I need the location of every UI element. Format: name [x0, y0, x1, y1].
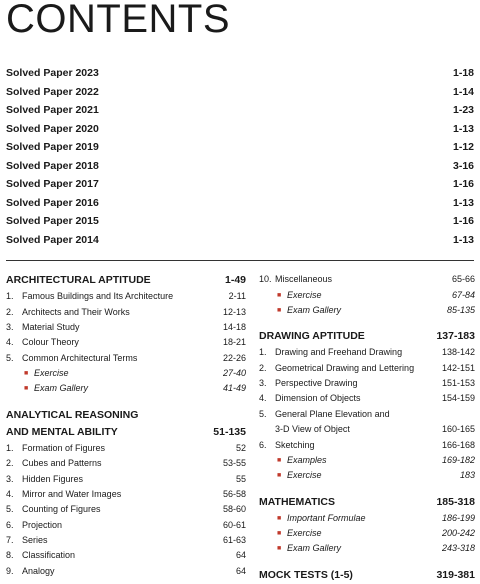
sub-item-title: Exercise [287, 289, 322, 300]
section-divider [6, 260, 474, 261]
chapter-number: 2. [6, 458, 14, 469]
section-title: ANALYTICAL REASONING [6, 408, 139, 421]
sub-item-row[interactable] [259, 468, 475, 483]
sub-item-row[interactable] [259, 511, 475, 526]
paper-label: Solved Paper 2023 [6, 67, 99, 80]
sub-item-title: Examples [287, 454, 327, 465]
chapter-title: Mirror and Water Images [22, 488, 122, 499]
square-bullet-icon: ■ [277, 291, 282, 299]
sub-item-pages: 183 [459, 470, 475, 481]
square-bullet-icon: ■ [24, 370, 29, 378]
paper-label: Solved Paper 2017 [6, 178, 99, 191]
sub-item-pages: 200-242 [441, 528, 475, 539]
chapter-pages: 58-60 [222, 504, 246, 515]
sub-item-row[interactable] [259, 287, 475, 302]
chapter-pages: 53-55 [222, 458, 246, 469]
square-bullet-icon: ■ [277, 472, 282, 480]
chapter-number: 2. [259, 362, 267, 373]
section-pages: 137-183 [436, 330, 475, 343]
chapter-row[interactable] [6, 304, 246, 319]
chapter-row[interactable] [6, 487, 246, 502]
section-title: MOCK TESTS (1-5) [259, 568, 353, 581]
chapter-title: General Plane Elevation and [275, 408, 390, 419]
page-title: CONTENTS [6, 0, 230, 41]
chapter-title: Architects and Their Works [22, 306, 130, 317]
chapter-number: 1. [6, 442, 14, 453]
chapter-pages: 56-58 [222, 488, 246, 499]
paper-pages: 3-16 [452, 159, 474, 172]
chapter-pages: 2-11 [228, 291, 246, 302]
chapter-title: Colour Theory [22, 337, 79, 348]
chapter-pages: 52 [235, 442, 246, 453]
paper-row[interactable] [6, 120, 474, 139]
paper-row[interactable] [6, 138, 474, 157]
chapter-pages: 65-66 [451, 274, 475, 285]
chapter-title: Cubes and Patterns [22, 458, 102, 469]
chapter-row[interactable] [6, 548, 246, 563]
paper-row[interactable] [6, 175, 474, 194]
sub-item-row[interactable] [259, 526, 475, 541]
sub-item-pages: 41-49 [222, 383, 246, 394]
chapter-title: Hidden Figures [22, 473, 84, 484]
section-title: AND MENTAL ABILITY [6, 425, 118, 438]
chapter-row[interactable] [6, 564, 246, 579]
chapter-number: 5. [259, 408, 267, 419]
chapter-row[interactable] [6, 471, 246, 486]
sub-item-pages: 85-135 [446, 304, 475, 315]
sub-item-pages: 169-182 [441, 454, 475, 465]
chapter-number: 8. [6, 550, 14, 561]
chapter-number: 5. [6, 504, 14, 515]
chapter-pages: 64 [235, 565, 246, 576]
chapter-title: Dimension of Objects [275, 393, 361, 404]
sub-item-row[interactable] [259, 541, 475, 556]
chapter-pages: 55 [235, 473, 246, 484]
square-bullet-icon: ■ [24, 385, 29, 393]
chapter-pages: 18-21 [222, 337, 246, 348]
sub-item-row[interactable] [6, 381, 246, 396]
chapter-number: 6. [259, 439, 267, 450]
section-pages: 1-49 [224, 274, 246, 286]
chapter-row[interactable] [6, 320, 246, 335]
sub-item-title: Important Formulae [287, 512, 366, 523]
chapter-title-continued: 3-D View of Object [275, 424, 350, 435]
chapter-title: Counting of Figures [22, 504, 101, 515]
paper-pages: 1-13 [452, 233, 474, 246]
paper-pages: 1-13 [452, 122, 474, 135]
chapter-pages: 166-168 [441, 439, 475, 450]
section-pages: 51-135 [213, 425, 246, 438]
sub-item-title: Exercise [287, 470, 322, 481]
chapter-title: Material Study [22, 321, 80, 332]
chapter-row[interactable] [259, 391, 475, 406]
chapter-pages: 64 [235, 550, 246, 561]
section-title: DRAWING APTITUDE [259, 330, 365, 343]
chapter-pages: 154-159 [441, 393, 475, 404]
chapter-row[interactable] [259, 345, 475, 360]
section-title: MATHEMATICS [259, 495, 336, 508]
square-bullet-icon: ■ [277, 530, 282, 538]
contents-right-column [259, 272, 475, 584]
chapter-number: 3. [259, 378, 267, 389]
chapter-title: Classification [22, 550, 76, 561]
chapter-title: Formation of Figures [22, 442, 106, 453]
chapter-number: 1. [259, 347, 267, 358]
chapter-number: 9. [6, 565, 14, 576]
chapter-title: Common Architectural Terms [22, 352, 138, 363]
chapter-number: 5. [6, 352, 14, 363]
chapter-number: 7. [6, 535, 14, 546]
paper-label: Solved Paper 2018 [6, 159, 99, 172]
chapter-pages: 60-61 [222, 519, 246, 530]
paper-label: Solved Paper 2015 [6, 215, 99, 228]
chapter-pages: 12-13 [222, 306, 246, 317]
chapter-pages: 14-18 [222, 321, 246, 332]
paper-pages: 1-13 [452, 196, 474, 209]
sub-item-pages: 243-318 [441, 543, 475, 554]
paper-row[interactable] [6, 157, 474, 176]
section-pages: 319-381 [436, 568, 475, 581]
chapter-number: 6. [6, 519, 14, 530]
contents-left-column [6, 272, 246, 579]
section-heading-analytical-line1[interactable] [6, 407, 246, 424]
section-title: ARCHITECTURAL APTITUDE [6, 274, 151, 286]
chapter-row[interactable] [6, 335, 246, 350]
section-heading-architectural-aptitude[interactable] [6, 272, 246, 289]
paper-row[interactable] [6, 83, 474, 102]
section-pages: 185-318 [436, 495, 475, 508]
section-heading-mathematics[interactable] [259, 494, 475, 511]
sub-item-title: Exam Gallery [287, 304, 342, 315]
chapter-pages: 142-151 [441, 362, 475, 373]
chapter-number: 4. [6, 488, 14, 499]
paper-row[interactable] [6, 231, 474, 250]
chapter-pages: 151-153 [441, 378, 475, 389]
chapter-row[interactable] [6, 441, 246, 456]
paper-row[interactable] [6, 194, 474, 213]
paper-pages: 1-16 [452, 178, 474, 191]
square-bullet-icon: ■ [277, 545, 282, 553]
sub-item-pages: 27-40 [222, 368, 246, 379]
paper-label: Solved Paper 2022 [6, 85, 99, 98]
chapter-row[interactable] [6, 518, 246, 533]
chapter-row[interactable] [6, 289, 246, 304]
paper-label: Solved Paper 2016 [6, 196, 99, 209]
paper-pages: 1-16 [452, 215, 474, 228]
section-heading-analytical-line2[interactable] [6, 424, 246, 441]
sub-item-title: Exam Gallery [287, 543, 342, 554]
sub-item-row[interactable] [259, 453, 475, 468]
chapter-title: Miscellaneous [275, 274, 333, 285]
chapter-number: 3. [6, 473, 14, 484]
paper-row[interactable] [6, 64, 474, 83]
sub-item-pages: 67-84 [451, 289, 475, 300]
chapter-pages: 61-63 [222, 535, 246, 546]
section-heading-drawing-aptitude[interactable] [259, 328, 475, 345]
chapter-row[interactable] [259, 272, 475, 287]
chapter-title: Series [22, 535, 48, 546]
chapter-pages: 160-165 [441, 424, 475, 435]
sub-item-title: Exam Gallery [34, 383, 89, 394]
chapter-row[interactable] [259, 376, 475, 391]
chapter-number: 4. [6, 337, 14, 348]
chapter-row[interactable] [6, 533, 246, 548]
paper-row[interactable] [6, 101, 474, 120]
square-bullet-icon: ■ [277, 514, 282, 522]
sub-item-row[interactable] [6, 366, 246, 381]
chapter-title: Analogy [22, 565, 55, 576]
chapter-row[interactable] [259, 437, 475, 452]
chapter-title: Geometrical Drawing and Lettering [275, 362, 415, 373]
chapter-title: Projection [22, 519, 63, 530]
square-bullet-icon: ■ [277, 456, 282, 464]
chapter-row-continued[interactable] [259, 422, 475, 437]
section-heading-mock-tests[interactable] [259, 567, 475, 584]
paper-label: Solved Paper 2019 [6, 141, 99, 154]
chapter-title: Sketching [275, 439, 315, 450]
chapter-number: 1. [6, 291, 14, 302]
chapter-row[interactable] [259, 361, 475, 376]
chapter-row[interactable] [6, 351, 246, 366]
paper-row[interactable] [6, 212, 474, 231]
chapter-number: 10. [259, 274, 272, 285]
chapter-title: Perspective Drawing [275, 378, 358, 389]
chapter-number: 4. [259, 393, 267, 404]
chapter-number: 3. [6, 321, 14, 332]
chapter-row[interactable] [259, 407, 475, 422]
paper-pages: 1-12 [452, 141, 474, 154]
square-bullet-icon: ■ [277, 306, 282, 314]
paper-label: Solved Paper 2014 [6, 233, 99, 246]
sub-item-pages: 186-199 [441, 512, 475, 523]
sub-item-row[interactable] [259, 303, 475, 318]
chapter-row[interactable] [6, 456, 246, 471]
sub-item-title: Exercise [34, 368, 69, 379]
sub-item-title: Exercise [287, 528, 322, 539]
chapter-title: Famous Buildings and Its Architecture [22, 291, 174, 302]
solved-papers-list [6, 64, 474, 249]
chapter-pages: 138-142 [441, 347, 475, 358]
paper-pages: 1-18 [452, 67, 474, 80]
chapter-title: Drawing and Freehand Drawing [275, 347, 403, 358]
paper-pages: 1-23 [452, 104, 474, 117]
chapter-number: 2. [6, 306, 14, 317]
paper-label: Solved Paper 2020 [6, 122, 99, 135]
paper-label: Solved Paper 2021 [6, 104, 99, 117]
paper-pages: 1-14 [452, 85, 474, 98]
chapter-pages: 22-26 [222, 352, 246, 363]
chapter-row[interactable] [6, 502, 246, 517]
